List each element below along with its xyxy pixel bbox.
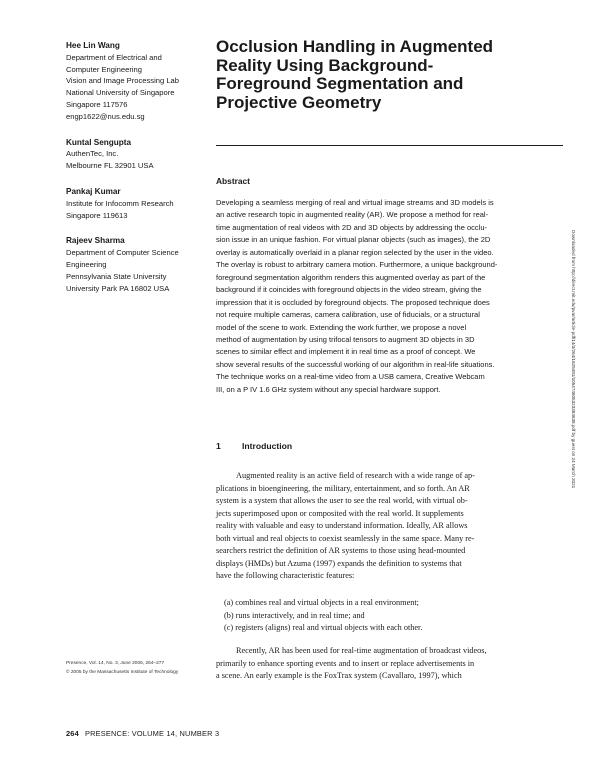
body-line: reality with valuable and easy to understand information. Ideally, AR allows	[216, 521, 468, 531]
download-note	[569, 230, 576, 630]
affiliation-line: Singapore 119613	[66, 210, 128, 220]
body-line: displays (HMDs) but Azuma (1997) expands the definition to systems that	[216, 558, 462, 568]
abstract-line: sion issue in an unique fashion. For virtual planar objects (such as images), the 2D	[216, 235, 491, 245]
download-note-text: Downloaded from http://direct.mit.edu/pvar/article-pdf/14/3/264/1625481/105474605323384638.pdf by guest on 24 March 2021	[571, 230, 576, 489]
body-line: primarily to enhance sporting events and to insert or replace advertisements in	[216, 658, 475, 668]
body-line: jects superimposed upon or composited with the real world. It supplements	[216, 508, 464, 518]
journal-citation: Presence, Vol. 14, No. 3, June 2005, 264–277	[66, 661, 165, 666]
section-heading	[216, 441, 292, 451]
abstract-line: not require multiple cameras, camera calibration, use of fiducials, or a structural	[216, 310, 480, 320]
author-email: engp1622@nus.edu.sg	[66, 111, 145, 121]
abstract-line: an active research topic in augmented reality (AR). We propose a method for real-	[216, 210, 489, 220]
title-divider	[216, 145, 563, 146]
abstract-text	[216, 197, 566, 396]
abstract-line: overlay is automatically overlaid in a planar region selected by the user in the video.	[216, 247, 494, 257]
title-line: Foreground Segmentation and	[216, 74, 464, 93]
page-number: 264	[66, 729, 79, 738]
list-item: (c) registers (aligns) real and virtual objects with each other.	[224, 623, 423, 633]
body-line: both virtual and real objects to coexist seamlessly in the same space. Many re-	[216, 533, 475, 543]
abstract-line: scenes to similar effect and implement it in real time as a proof of concept. We	[216, 347, 476, 357]
feature-list	[224, 597, 422, 635]
author-name: Pankaj Kumar	[66, 186, 121, 196]
title-line: Reality Using Background-	[216, 55, 434, 75]
abstract-line: foreground segmentation algorithm renders this augmented overlay as part of the	[216, 272, 486, 282]
affiliation-line: Vision and Image Processing Lab	[66, 76, 179, 86]
affiliation-line: National University of Singapore	[66, 88, 175, 98]
author-name: Rajeev Sharma	[66, 236, 125, 246]
intro-paragraph-1	[216, 470, 566, 583]
list-item: (b) runs interactively, and in real time; and	[224, 610, 365, 620]
affiliation-line: Department of Computer Science	[66, 248, 179, 258]
body-line: searchers restrict the definition of AR systems to those using head-mounted	[216, 546, 466, 556]
body-line: Recently, AR has been used for real-time augmentation of broadcast videos,	[236, 646, 487, 655]
page-footer	[66, 729, 219, 738]
body-line: plications in bioengineering, the military, entertainment, and so forth. An AR	[216, 483, 470, 493]
affiliation-line: Melbourne FL 32901 USA	[66, 161, 154, 171]
section-title: Introduction	[242, 441, 293, 451]
title-line: Projective Geometry	[216, 92, 382, 112]
body-line: have the following characteristic features:	[216, 571, 355, 581]
abstract-line: The technique works on a real-time video from a USB camera, Creative Webcam	[216, 372, 485, 382]
journal-info	[66, 660, 211, 677]
abstract-heading: Abstract	[216, 176, 250, 186]
affiliation-line: AuthenTec, Inc.	[66, 149, 119, 159]
author-name: Hee Lin Wang	[66, 41, 120, 50]
list-item: (a) combines real and virtual objects in a real environment;	[224, 598, 419, 607]
author-block	[66, 137, 206, 172]
abstract-line: time augmentation of real videos with 2D and 3D objects by addressing the occlu-	[216, 222, 487, 232]
abstract-line: method of augmentation by using trifocal tensors to augment 3D objects in 3D	[216, 334, 475, 344]
paper-title	[216, 38, 556, 112]
author-list	[66, 40, 206, 308]
affiliation-line: Department of Electrical and	[66, 52, 162, 62]
running-title: PRESENCE: VOLUME 14, NUMBER 3	[84, 729, 220, 738]
body-line: a scene. An early example is the FoxTrax system (Cavallaro, 1997), which	[216, 671, 462, 681]
body-line: system is a system that allows the user to see the real world, with virtual ob-	[216, 496, 468, 506]
copyright-line: © 2005 by the Massachusetts Institute of Technology	[66, 669, 179, 675]
abstract-line: impression that it is occluded by foreground objects. The proposed technique does	[216, 297, 490, 307]
abstract-line: The overlay is robust to arbitrary camera motion. Furthermore, a unique background-	[216, 260, 498, 270]
abstract-line: background if it coincides with foreground objects in the video stream, giving the	[216, 285, 482, 295]
author-name: Kuntal Sengupta	[66, 137, 132, 147]
affiliation-line: Computer Engineering	[66, 64, 142, 74]
affiliation-line: Institute for Infocomm Research	[66, 198, 174, 208]
section-number: 1	[216, 441, 221, 451]
affiliation-line: Singapore 117576	[66, 99, 128, 109]
affiliation-line: Pennsylvania State University	[66, 271, 167, 281]
body-line: Augmented reality is an active field of research with a wide range of ap-	[236, 471, 475, 480]
abstract-line: III, on a P IV 1.6 GHz system without any special hardware support.	[216, 384, 441, 394]
author-block	[66, 186, 206, 221]
intro-paragraph-2	[216, 645, 566, 683]
title-line: Occlusion Handling in Augmented	[216, 37, 494, 56]
abstract-line: Developing a seamless merging of real and virtual image streams and 3D models is	[216, 198, 494, 207]
abstract-line: show several results of the successful working of our algorithm in real-life situations.	[216, 359, 495, 369]
author-block	[66, 40, 206, 123]
affiliation-line: University Park PA 16802 USA	[66, 283, 170, 293]
affiliation-line: Engineering	[66, 259, 107, 269]
abstract-line: model of the scene to work. Extending the work further, we propose a novel	[216, 322, 467, 332]
author-block	[66, 235, 206, 294]
